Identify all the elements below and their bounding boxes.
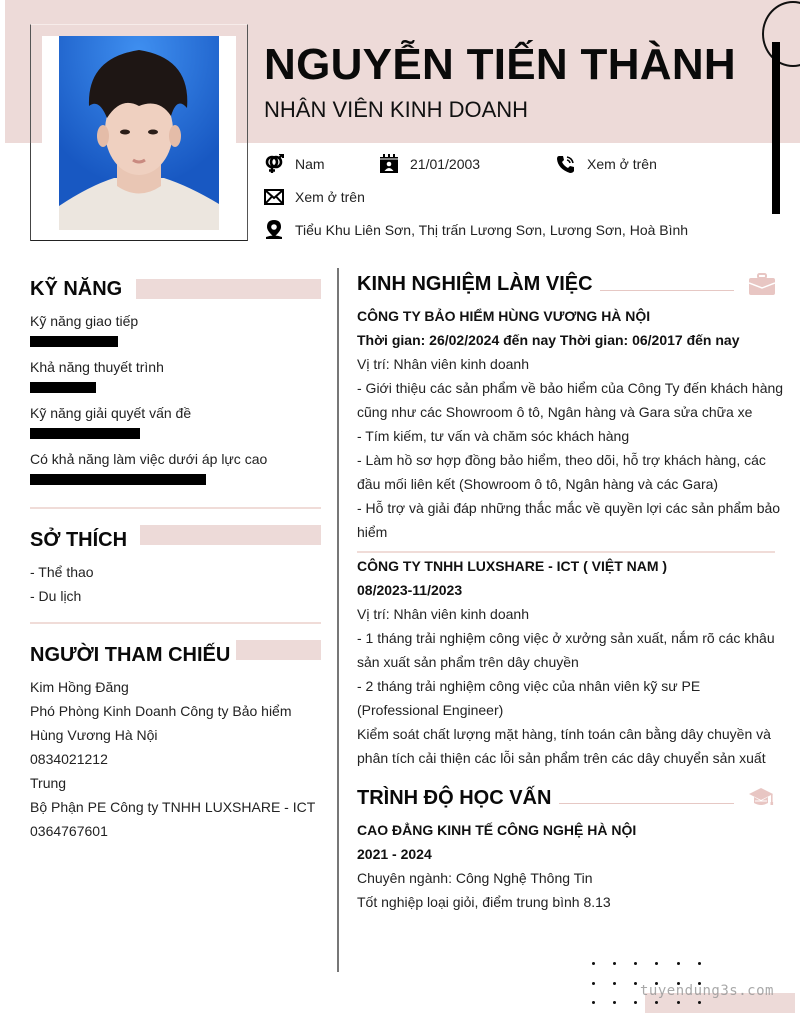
skills-heading: KỸ NĂNG [30, 278, 123, 300]
job-line: sản xuất sản phẩm trên dây chuyền [357, 654, 579, 670]
experience-heading: KINH NGHIỆM LÀM VIỆC [357, 273, 593, 295]
experience-heading-rule [600, 290, 734, 291]
skill-bar [30, 428, 140, 439]
phone-icon [556, 154, 576, 174]
contact-email [264, 187, 365, 207]
reference-line: Hùng Vương Hà Nội [30, 727, 158, 743]
job-line: Vị trí: Nhân viên kinh doanh [357, 356, 529, 372]
school-name: CAO ĐẲNG KINH TẾ CÔNG NGHỆ HÀ NỘI [357, 822, 637, 838]
references-heading-accent [236, 640, 321, 660]
contact-birthday [379, 154, 480, 174]
job-line: phân tích cải thiện các lỗi sản phẩm trên các dây chuyển sản xuất [357, 750, 766, 766]
job-company: CÔNG TY BẢO HIỂM HÙNG VƯƠNG HÀ NỘI [357, 308, 651, 324]
job-line: hiểm [357, 524, 388, 540]
hobby-item: - Thể thao [30, 564, 94, 580]
envelope-icon [264, 187, 284, 207]
column-divider [337, 268, 339, 972]
job-line: Kiểm soát chất lượng mặt hàng, tính toán cân bằng dây chuyền và [357, 726, 771, 742]
gender-value: Nam [295, 156, 325, 172]
job-line: - Tím kiếm, tư vấn và chăm sóc khách hàng [357, 428, 630, 444]
hobbies-heading-accent [140, 525, 321, 545]
graduation-cap-icon [749, 788, 775, 813]
job-line: - 1 tháng trải nghiệm công việc ở xưởng sản xuất, nắm rõ các khâu [357, 630, 775, 646]
watermark: tuyendung3s.com [640, 983, 774, 999]
birthday-value: 21/01/2003 [410, 156, 481, 172]
skill-label: Khả năng thuyết trình [30, 359, 164, 375]
skills-heading-accent [136, 279, 321, 299]
job-period: Thời gian: 26/02/2024 đến nay Thời gian: 06/2017 đến nay [357, 332, 740, 348]
job-line: - Giới thiệu các sản phẩm về bảo hiểm của Công Ty đến khách hàng [357, 380, 784, 396]
gender-icon [264, 154, 284, 174]
job-line: (Professional Engineer) [357, 702, 504, 718]
job-company: CÔNG TY TNHH LUXSHARE - ICT ( VIỆT NAM ) [357, 558, 668, 574]
hobbies-heading: SỞ THÍCH [30, 529, 128, 551]
education-heading: TRÌNH ĐỘ HỌC VẤN [357, 787, 552, 809]
skill-label: Kỹ năng giao tiếp [30, 313, 139, 329]
contact-phone [556, 154, 657, 174]
job-entry [357, 304, 782, 544]
skill-label: Kỹ năng giải quyết vấn đề [30, 405, 192, 421]
address-value: Tiểu Khu Liên Sơn, Thị trấn Lương Sơn, Lương Sơn, Hoà Bình [295, 222, 689, 238]
section-divider [30, 622, 321, 624]
skill-label: Có khả năng làm việc dưới áp lực cao [30, 451, 268, 467]
skill-bar [30, 474, 206, 485]
job-line: - 2 tháng trải nghiệm công việc của nhân viên kỹ sư PE [357, 678, 701, 694]
references-heading: NGƯỜI THAM CHIẾU [30, 644, 231, 666]
reference-line: Trung [30, 775, 67, 791]
location-pin-icon [264, 220, 284, 240]
reference-line: 0834021212 [30, 751, 108, 767]
section-divider [30, 507, 321, 509]
reference-line: Bộ Phận PE Công ty TNHH LUXSHARE - ICT [30, 799, 316, 815]
job-line: - Làm hồ sơ hợp đồng bảo hiểm, theo dõi, hỗ trợ khách hàng, các [357, 452, 766, 468]
contact-gender [264, 154, 325, 174]
candidate-title: NHÂN VIÊN KINH DOANH [264, 97, 529, 122]
decorative-bar [772, 42, 780, 214]
phone-value: Xem ở trên [587, 156, 657, 172]
job-line: - Hỗ trợ và giải đáp những thắc mắc về quyền lợi các sản phẩm bảo [357, 500, 781, 516]
job-period: 08/2023-11/2023 [357, 582, 463, 598]
education-heading-rule [559, 803, 734, 804]
reference-line: Phó Phòng Kinh Doanh Công ty Bảo hiểm [30, 703, 292, 719]
hobby-item: - Du lịch [30, 588, 82, 604]
job-line: đầu mối liên kết (Showroom ô tô, Ngân hàng và các Gara) [357, 476, 719, 492]
email-value: Xem ở trên [295, 189, 365, 205]
education-line: Chuyên ngành: Công Nghệ Thông Tin [357, 870, 593, 886]
skill-bar [30, 336, 118, 347]
reference-line: Kim Hồng Đăng [30, 679, 129, 695]
profile-photo [59, 36, 219, 230]
education-line: Tốt nghiệp loại giỏi, điểm trung bình 8.13 [357, 894, 611, 910]
education-entry [357, 818, 782, 914]
calendar-icon [379, 154, 399, 174]
job-line: Vị trí: Nhân viên kinh doanh [357, 606, 529, 622]
school-period: 2021 - 2024 [357, 846, 432, 862]
skill-bar [30, 382, 96, 393]
candidate-name: NGUYỄN TIẾN THÀNH [264, 40, 736, 89]
reference-line: 0364767601 [30, 823, 108, 839]
contact-address [264, 220, 688, 240]
job-divider [357, 551, 775, 553]
briefcase-icon [749, 273, 775, 300]
job-entry [357, 554, 782, 770]
job-line: cũng như các Showroom ô tô, Ngân hàng và Gara sửa chữa xe [357, 404, 753, 420]
